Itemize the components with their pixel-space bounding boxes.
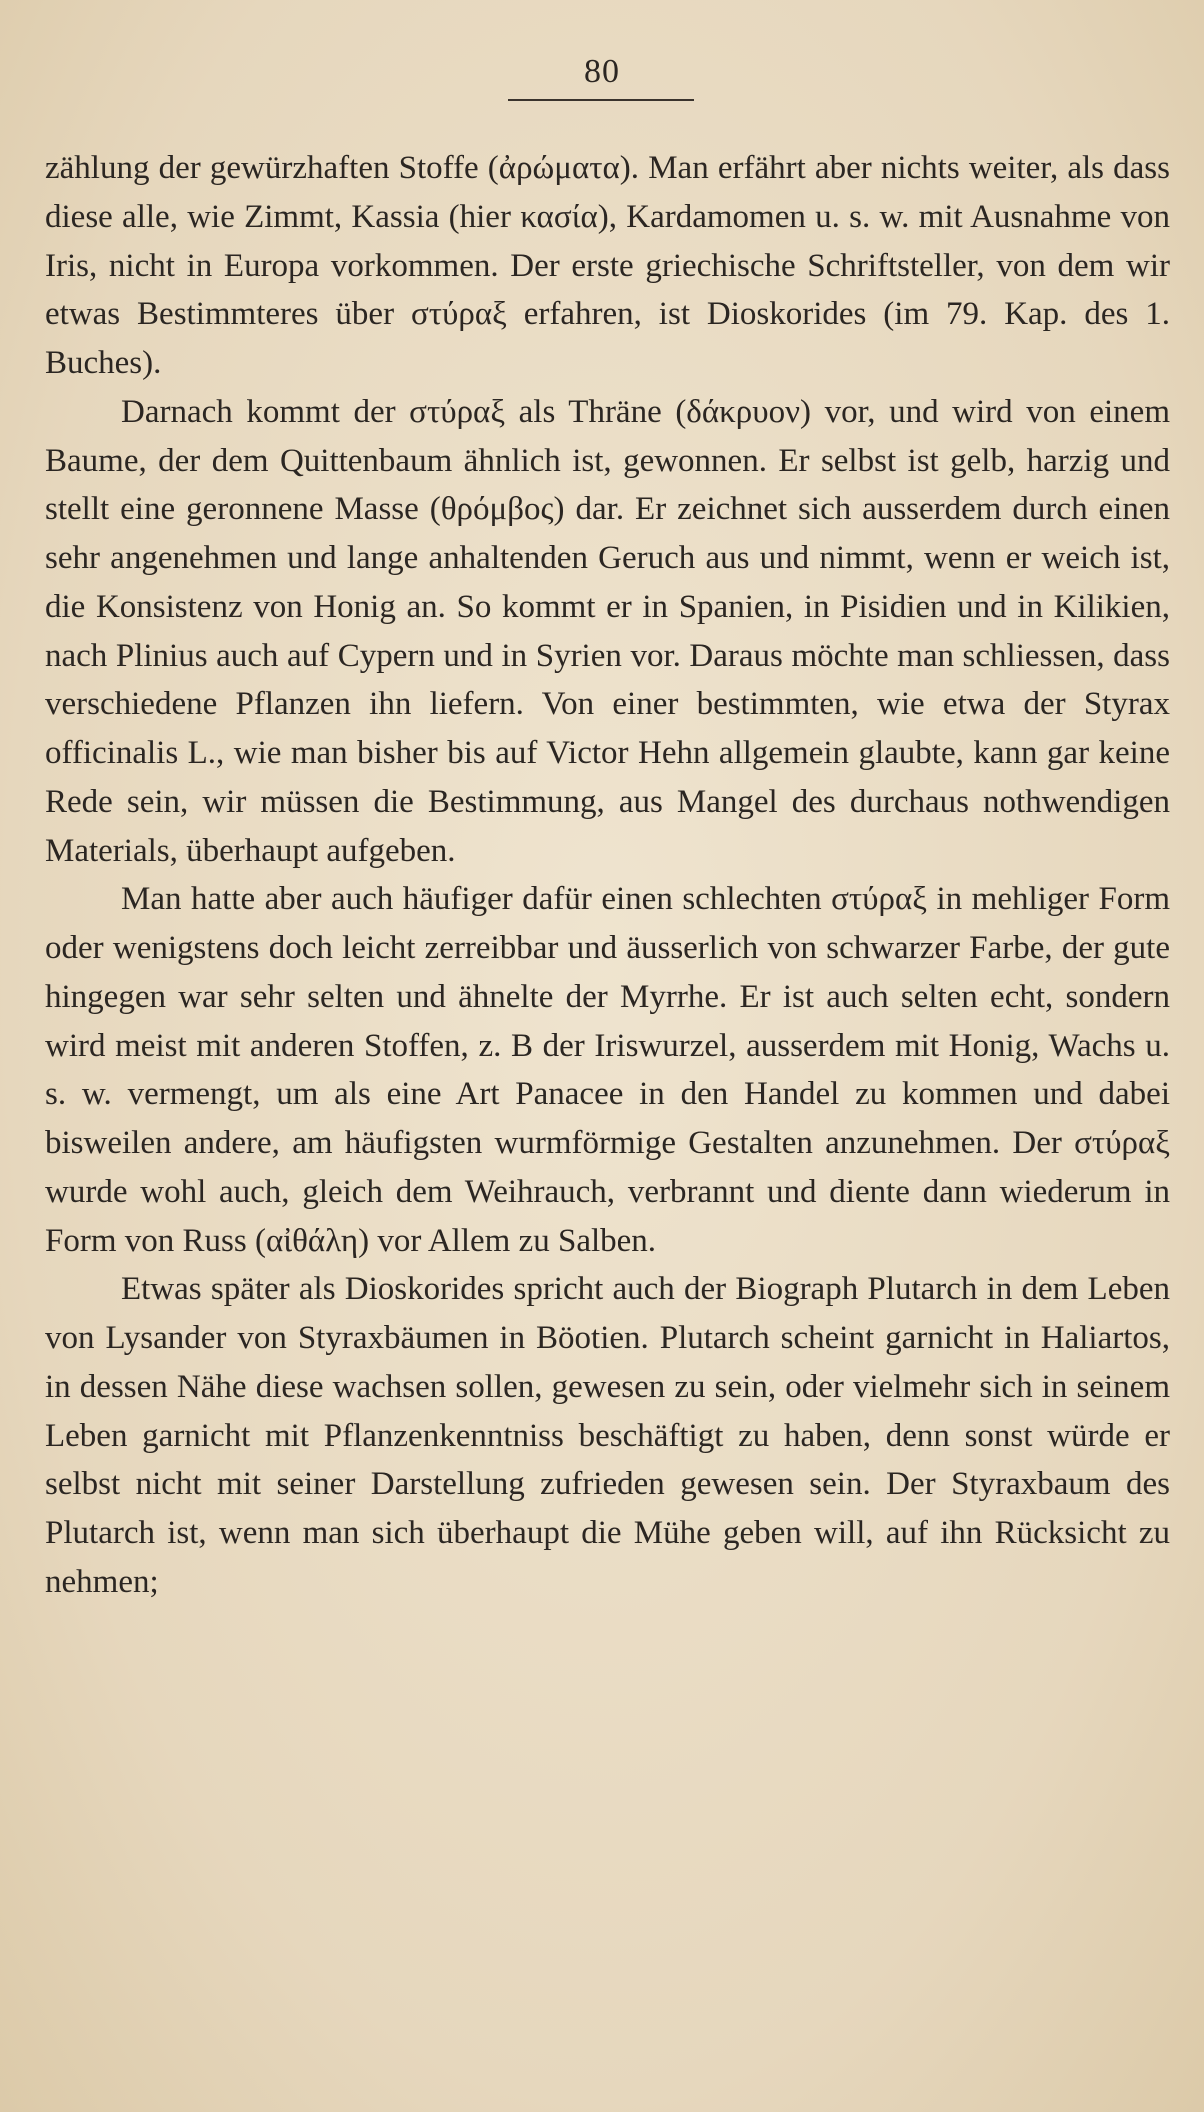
body-text (45, 144, 1170, 1607)
page-number: 80 (584, 53, 620, 90)
paragraph: Etwas später als Dioskorides spricht auch der Biograph Plutarch in dem Leben von Lysander von Styraxbäumen in Böotien. Plutarch scheint garnicht in Haliartos, in dessen Nähe diese wachsen sollen, gewesen zu sein, oder vielmehr sich in seinem Leben garnicht mit Pflanzenkenntniss beschäftigt zu haben, denn sonst würde er selbst nicht mit seiner Darstellung zufrieden gewesen sein. Der Styraxbaum des Plutarch ist, wenn man sich überhaupt die Mühe geben will, auf ihn Rücksicht zu nehmen; (45, 1271, 1170, 1600)
paragraph: Man hatte aber auch häufiger dafür einen schlechten στύραξ in mehliger Form oder wenigstens doch leicht zerreibbar und äusserlich von schwarzer Farbe, der gute hingegen war sehr selten und ähnelte der Myrrhe. Er ist auch selten echt, sondern wird meist mit anderen Stoffen, z. B der Iriswurzel, ausserdem mit Honig, Wachs u. s. w. vermengt, um als eine Art Panacee in den Handel zu kommen und dabei bisweilen andere, am häufigsten wurmförmige Gestalten anzunehmen. Der στύραξ wurde wohl auch, gleich dem Weihrauch, verbrannt und diente dann wiederum in Form von Russ (αἰθάλη) vor Allem zu Salben. (45, 881, 1170, 1259)
paragraph: Darnach kommt der στύραξ als Thräne (δάκρυον) vor, und wird von einem Baume, der dem Quittenbaum ähnlich ist, gewonnen. Er selbst ist gelb, harzig und stellt eine geronnene Masse (θρόμβος) dar. Er zeichnet sich ausserdem durch einen sehr angenehmen und lange anhaltenden Geruch aus und nimmt, wenn er weich ist, die Konsistenz von Honig an. So kommt er in Spanien, in Pisidien und in Kilikien, nach Plinius auch auf Cypern und in Syrien vor. Daraus möchte man schliessen, dass verschiedene Pflanzen ihn liefern. Von einer bestimmten, wie etwa der Styrax officinalis L., wie man bisher bis auf Victor Hehn allgemein glaubte, kann gar keine Rede sein, wir müssen die Bestimmung, aus Mangel des durchaus nothwendigen Materials, überhaupt aufgeben. (45, 393, 1170, 869)
header-rule (508, 99, 694, 101)
paragraph: zählung der gewürzhaften Stoffe (ἀρώματα). Man erfährt aber nichts weiter, als dass diese alle, wie Zimmt, Kassia (hier κασία), Kardamomen u. s. w. mit Ausnahme von Iris, nicht in Europa vorkommen. Der erste griechische Schriftsteller, von dem wir etwas Bestimmteres über στύραξ erfahren, ist Dioskorides (im 79. Kap. des 1. Buches). (45, 150, 1170, 381)
page-header (0, 52, 1204, 92)
